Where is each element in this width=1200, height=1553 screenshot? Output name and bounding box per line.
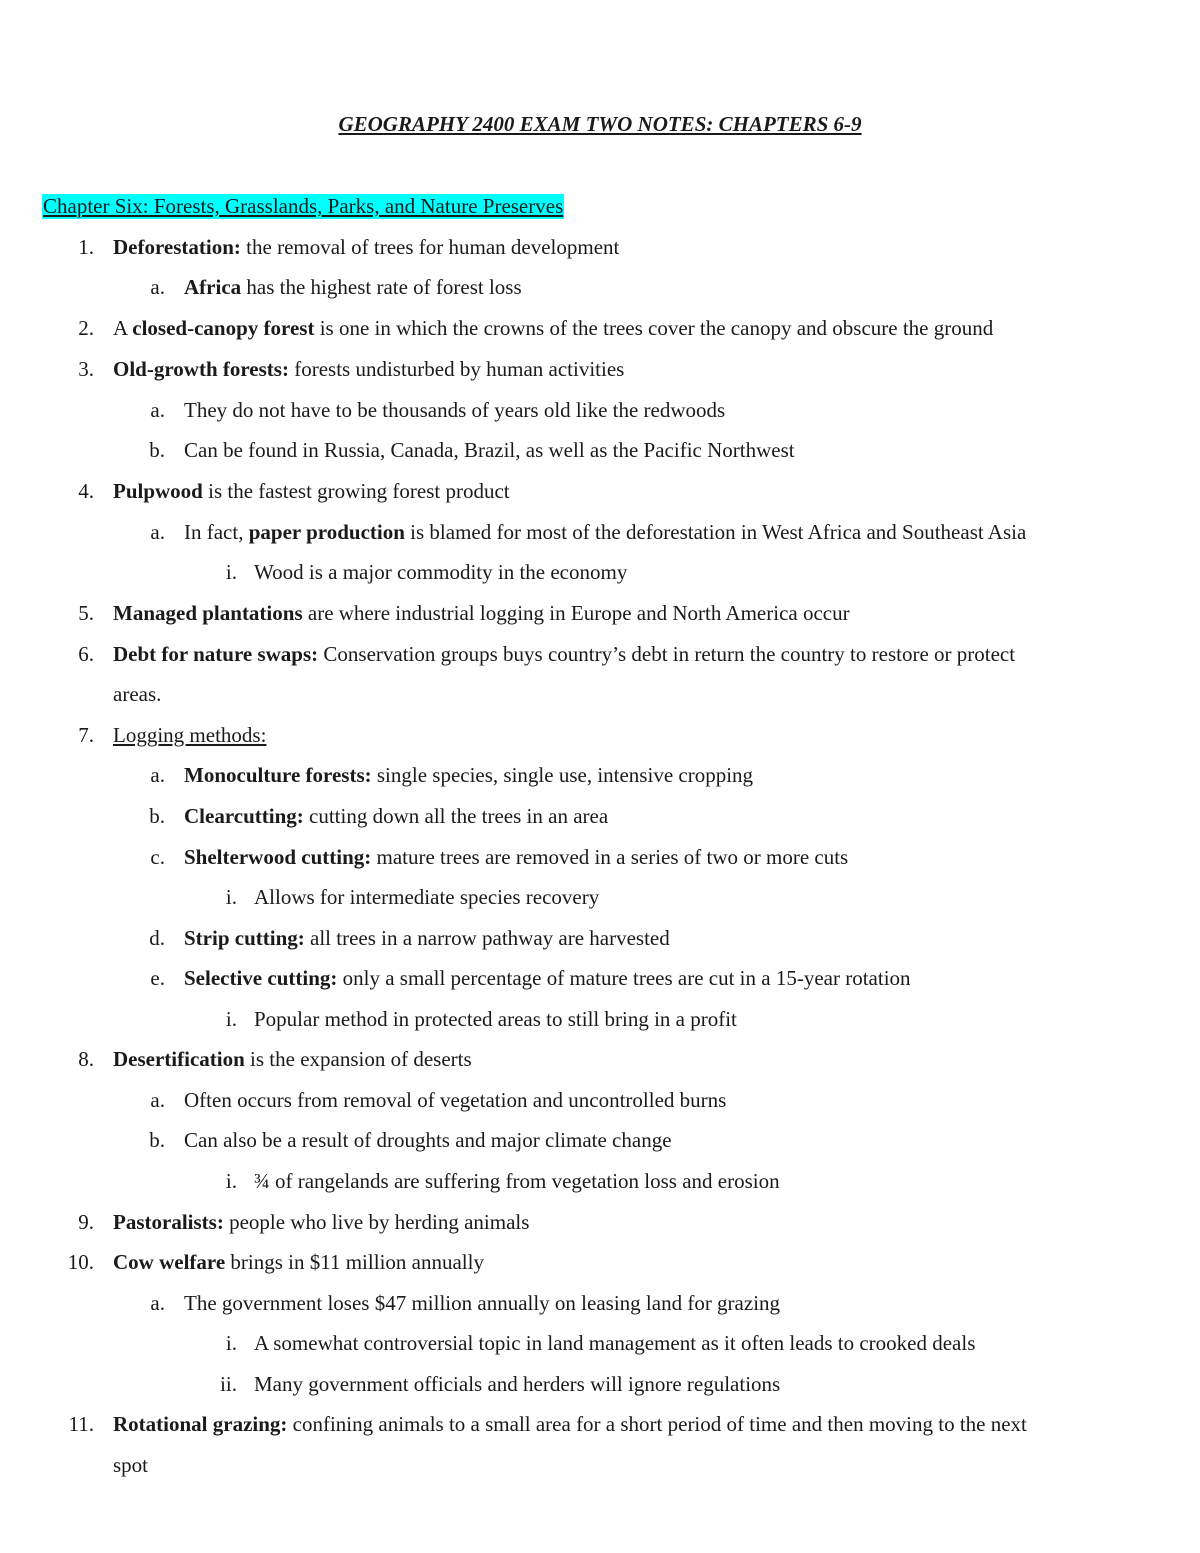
item-number: 4. <box>78 479 94 503</box>
item-letter: a. <box>150 1291 165 1315</box>
term: Selective cutting: <box>184 966 338 990</box>
term: Africa <box>184 275 242 299</box>
item-text: only a small percentage of mature trees are cut in a 15-year rotation <box>337 966 911 990</box>
item-roman: i. <box>225 560 237 584</box>
item-roman: ii. <box>220 1372 237 1396</box>
term: Deforestation: <box>113 235 241 259</box>
list-item: Can be found in Russia, Canada, Brazil, as well as the Pacific Northwest <box>184 438 795 462</box>
list-item <box>113 234 619 260</box>
list-item: Wood is a major commodity in the economy <box>254 560 628 584</box>
item-number: 11. <box>68 1412 94 1436</box>
item-roman: i. <box>225 885 237 909</box>
term: Managed plantations <box>113 601 303 625</box>
item-text: brings in $11 million annually <box>225 1250 484 1274</box>
item-number: 6. <box>78 642 94 666</box>
item-number: 10. <box>67 1250 94 1274</box>
item-text: is blamed for most of the deforestation in West Africa and Southeast Asia <box>404 520 1027 544</box>
item-number: 8. <box>78 1047 94 1071</box>
list-item: Often occurs from removal of vegetation and uncontrolled burns <box>184 1088 727 1112</box>
term: Desertification <box>113 1047 245 1071</box>
term: Rotational grazing: <box>113 1412 288 1436</box>
item-roman: i. <box>225 1007 237 1031</box>
list-item <box>184 965 911 991</box>
item-number: 2. <box>78 316 94 340</box>
item-prefix: A <box>113 316 133 340</box>
item-text: Conservation groups buys country’s debt in return the country to restore or protect <box>318 642 1016 666</box>
list-item <box>113 641 1015 667</box>
item-text: is one in which the crowns of the trees cover the canopy and obscure the ground <box>314 316 994 340</box>
list-item <box>184 844 848 870</box>
item-roman: i. <box>225 1169 237 1193</box>
term: Debt for nature swaps: <box>113 642 319 666</box>
item-letter: b. <box>149 1128 165 1152</box>
item-letter: a. <box>150 398 165 422</box>
term: paper production <box>248 520 405 544</box>
list-item: The government loses $47 million annually on leasing land for grazing <box>184 1291 781 1315</box>
list-item: ¾ of rangelands are suffering from vegetation loss and erosion <box>254 1169 780 1193</box>
item-text: people who live by herding animals <box>223 1210 530 1234</box>
list-item-continuation: areas. <box>113 682 162 706</box>
term: Shelterwood cutting: <box>184 845 372 869</box>
term: Old-growth forests: <box>113 357 289 381</box>
item-text: the removal of trees for human development <box>240 235 620 259</box>
item-letter: b. <box>149 438 165 462</box>
item-letter: a. <box>150 520 165 544</box>
list-item <box>184 925 670 951</box>
list-item <box>184 762 753 788</box>
list-item: Logging methods: <box>113 723 267 747</box>
term: Clearcutting: <box>184 804 304 828</box>
term: Cow welfare <box>113 1250 226 1274</box>
item-text: mature trees are removed in a series of two or more cuts <box>371 845 849 869</box>
item-number: 5. <box>78 601 94 625</box>
term: closed-canopy forest <box>132 316 315 340</box>
list-item: Allows for intermediate species recovery <box>254 885 600 909</box>
item-number: 1. <box>78 235 94 259</box>
list-item <box>113 1411 1027 1437</box>
list-item <box>184 519 1026 545</box>
list-item <box>184 274 522 300</box>
list-item: Popular method in protected areas to still bring in a profit <box>254 1007 737 1031</box>
item-text: is the fastest growing forest product <box>202 479 510 503</box>
list-item <box>113 1209 529 1235</box>
item-text: single species, single use, intensive cropping <box>371 763 754 787</box>
item-text: all trees in a narrow pathway are harvested <box>304 926 670 950</box>
list-item <box>113 478 510 504</box>
document-title: GEOGRAPHY 2400 EXAM TWO NOTES: CHAPTERS 6-9 <box>338 112 862 136</box>
chapter-heading: Chapter Six: Forests, Grasslands, Parks, and Nature Preserves <box>43 194 564 218</box>
item-text: has the highest rate of forest loss <box>241 275 522 299</box>
item-number: 3. <box>78 357 94 381</box>
list-item <box>113 1249 484 1275</box>
term: Pulpwood <box>113 479 203 503</box>
list-item: They do not have to be thousands of years old like the redwoods <box>184 398 726 422</box>
item-text: are where industrial logging in Europe and North America occur <box>302 601 850 625</box>
item-letter: a. <box>150 275 165 299</box>
term: Strip cutting: <box>184 926 305 950</box>
item-text: confining animals to a small area for a short period of time and then moving to the next <box>287 1412 1027 1436</box>
item-text: is the expansion of deserts <box>244 1047 472 1071</box>
list-item: A somewhat controversial topic in land management as it often leads to crooked deals <box>254 1331 976 1355</box>
item-letter: e. <box>150 966 165 990</box>
item-text: forests undisturbed by human activities <box>288 357 625 381</box>
item-letter: b. <box>149 804 165 828</box>
item-number: 7. <box>78 723 94 747</box>
item-roman: i. <box>225 1331 237 1355</box>
list-item <box>184 803 608 829</box>
item-number: 9. <box>78 1210 94 1234</box>
item-letter: c. <box>150 845 165 869</box>
list-item: Many government officials and herders will ignore regulations <box>254 1372 781 1396</box>
term: Monoculture forests: <box>184 763 372 787</box>
item-letter: a. <box>150 763 165 787</box>
list-item <box>113 356 624 382</box>
list-item: Can also be a result of droughts and major climate change <box>184 1128 672 1152</box>
list-item <box>113 315 993 341</box>
list-item <box>113 600 850 626</box>
list-item <box>113 1046 472 1072</box>
item-prefix: In fact, <box>184 520 249 544</box>
item-text: cutting down all the trees in an area <box>303 804 609 828</box>
item-letter: a. <box>150 1088 165 1112</box>
term: Pastoralists: <box>113 1210 224 1234</box>
item-letter: d. <box>149 926 165 950</box>
list-item-continuation: spot <box>113 1453 149 1477</box>
